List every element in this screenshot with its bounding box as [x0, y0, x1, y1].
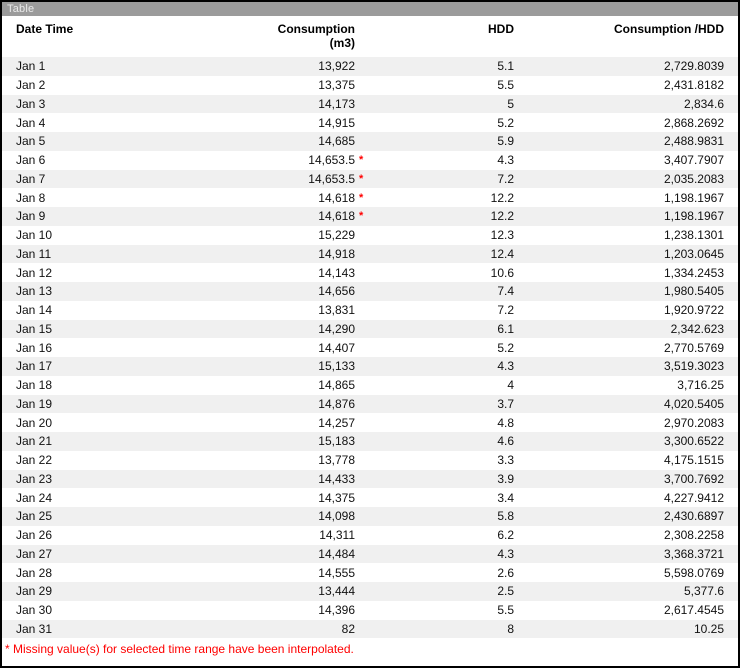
cell-date: Jan 2: [2, 76, 252, 95]
cell-consumption: 14,407: [252, 338, 355, 357]
table-row: [2, 582, 738, 601]
cell-date: Jan 25: [2, 507, 252, 526]
cell-hdd: 4: [373, 376, 514, 395]
interpolated-marker: [355, 470, 373, 489]
cell-hdd: 5.2: [373, 338, 514, 357]
interpolated-marker: [355, 357, 373, 376]
table-row: [2, 470, 738, 489]
interpolated-marker: [355, 413, 373, 432]
cell-consumption: 14,396: [252, 601, 355, 620]
cell-consumption: 14,555: [252, 563, 355, 582]
cell-consumption-per-hdd: 5,598.0769: [514, 563, 738, 582]
table-row: [2, 413, 738, 432]
cell-consumption-per-hdd: 3,368.3721: [514, 545, 738, 564]
cell-consumption-per-hdd: 4,227.9412: [514, 488, 738, 507]
cell-date: Jan 9: [2, 207, 252, 226]
cell-hdd: 2.5: [373, 582, 514, 601]
table-row: [2, 113, 738, 132]
cell-date: Jan 21: [2, 432, 252, 451]
cell-hdd: 12.2: [373, 207, 514, 226]
table-header: [2, 16, 738, 57]
cell-consumption: 14,098: [252, 507, 355, 526]
interpolated-marker: [355, 95, 373, 114]
cell-consumption-per-hdd: 2,342.623: [514, 320, 738, 339]
cell-date: Jan 31: [2, 620, 252, 639]
cell-consumption-per-hdd: 2,035.2083: [514, 170, 738, 189]
table-row: [2, 282, 738, 301]
cell-date: Jan 29: [2, 582, 252, 601]
cell-hdd: 12.2: [373, 188, 514, 207]
cell-hdd: 4.3: [373, 545, 514, 564]
cell-date: Jan 19: [2, 395, 252, 414]
cell-consumption-per-hdd: 2,868.2692: [514, 113, 738, 132]
col-header-hdd: HDD: [373, 16, 514, 57]
cell-date: Jan 22: [2, 451, 252, 470]
cell-consumption: 14,653.5: [252, 170, 355, 189]
cell-consumption: 14,653.5: [252, 151, 355, 170]
interpolated-marker: [355, 432, 373, 451]
cell-date: Jan 26: [2, 526, 252, 545]
col-header-consumption-label: Consumption: [277, 22, 355, 36]
cell-consumption: 14,618: [252, 188, 355, 207]
cell-hdd: 4.8: [373, 413, 514, 432]
cell-hdd: 12.4: [373, 245, 514, 264]
col-header-marker-spacer: [355, 16, 373, 57]
consumption-table: [2, 16, 738, 638]
cell-hdd: 4.3: [373, 151, 514, 170]
interpolated-marker: [355, 282, 373, 301]
table-row: [2, 245, 738, 264]
table-body: [2, 57, 738, 638]
cell-date: Jan 13: [2, 282, 252, 301]
cell-hdd: 3.3: [373, 451, 514, 470]
cell-consumption-per-hdd: 2,617.4545: [514, 601, 738, 620]
cell-date: Jan 1: [2, 57, 252, 76]
table-row: [2, 563, 738, 582]
table-row: [2, 545, 738, 564]
cell-date: Jan 30: [2, 601, 252, 620]
table-row: [2, 151, 738, 170]
cell-consumption: 14,173: [252, 95, 355, 114]
cell-consumption: 13,444: [252, 582, 355, 601]
cell-consumption: 14,876: [252, 395, 355, 414]
cell-date: Jan 7: [2, 170, 252, 189]
interpolated-marker: [355, 76, 373, 95]
cell-hdd: 7.2: [373, 170, 514, 189]
cell-hdd: 7.4: [373, 282, 514, 301]
cell-hdd: 3.9: [373, 470, 514, 489]
cell-consumption: 14,618: [252, 207, 355, 226]
interpolation-footnote: * Missing value(s) for selected time range have been interpolated.: [5, 642, 354, 657]
cell-date: Jan 8: [2, 188, 252, 207]
cell-consumption-per-hdd: 3,716.25: [514, 376, 738, 395]
interpolated-marker: [355, 57, 373, 76]
cell-hdd: 5.8: [373, 507, 514, 526]
interpolated-marker: [355, 226, 373, 245]
interpolated-marker: *: [355, 188, 373, 207]
table-row: [2, 170, 738, 189]
cell-consumption: 14,143: [252, 263, 355, 282]
interpolated-marker: [355, 507, 373, 526]
cell-hdd: 8: [373, 620, 514, 639]
cell-hdd: 12.3: [373, 226, 514, 245]
cell-consumption: 14,290: [252, 320, 355, 339]
cell-date: Jan 14: [2, 301, 252, 320]
interpolated-marker: [355, 113, 373, 132]
cell-consumption: 13,831: [252, 301, 355, 320]
cell-consumption-per-hdd: 1,334.2453: [514, 263, 738, 282]
interpolated-marker: [355, 563, 373, 582]
interpolated-marker: [355, 338, 373, 357]
cell-date: Jan 12: [2, 263, 252, 282]
col-header-date-time: Date Time: [2, 16, 252, 57]
interpolated-marker: [355, 545, 373, 564]
table-row: [2, 620, 738, 639]
cell-hdd: 4.3: [373, 357, 514, 376]
cell-hdd: 5.9: [373, 132, 514, 151]
table-row: [2, 320, 738, 339]
col-header-consumption-per-hdd: Consumption /HDD: [514, 16, 738, 57]
cell-date: Jan 16: [2, 338, 252, 357]
interpolated-marker: *: [355, 151, 373, 170]
table-row: [2, 526, 738, 545]
interpolated-marker: [355, 245, 373, 264]
cell-hdd: 10.6: [373, 263, 514, 282]
cell-hdd: 5.5: [373, 601, 514, 620]
cell-consumption: 15,229: [252, 226, 355, 245]
cell-consumption: 14,918: [252, 245, 355, 264]
interpolated-marker: *: [355, 207, 373, 226]
cell-consumption: 13,778: [252, 451, 355, 470]
cell-hdd: 2.6: [373, 563, 514, 582]
table-row: [2, 226, 738, 245]
cell-consumption-per-hdd: 3,519.3023: [514, 357, 738, 376]
table-row: [2, 451, 738, 470]
cell-consumption-per-hdd: 1,198.1967: [514, 188, 738, 207]
cell-consumption-per-hdd: 2,834.6: [514, 95, 738, 114]
cell-date: Jan 27: [2, 545, 252, 564]
table-row: [2, 395, 738, 414]
cell-hdd: 7.2: [373, 301, 514, 320]
interpolated-marker: [355, 132, 373, 151]
cell-date: Jan 23: [2, 470, 252, 489]
table-row: [2, 488, 738, 507]
cell-consumption-per-hdd: 4,020.5405: [514, 395, 738, 414]
table-row: [2, 338, 738, 357]
cell-consumption-per-hdd: 1,920.9722: [514, 301, 738, 320]
table-row: [2, 432, 738, 451]
cell-consumption-per-hdd: 2,970.2083: [514, 413, 738, 432]
table-row: [2, 263, 738, 282]
cell-consumption-per-hdd: 2,770.5769: [514, 338, 738, 357]
cell-consumption: 14,433: [252, 470, 355, 489]
window-title: Table: [7, 3, 35, 15]
table-row: [2, 601, 738, 620]
table-row: [2, 207, 738, 226]
cell-consumption-per-hdd: 1,980.5405: [514, 282, 738, 301]
cell-consumption: 15,183: [252, 432, 355, 451]
cell-date: Jan 4: [2, 113, 252, 132]
interpolated-marker: *: [355, 170, 373, 189]
col-header-consumption: [252, 16, 355, 57]
cell-consumption-per-hdd: 2,308.2258: [514, 526, 738, 545]
cell-consumption-per-hdd: 3,300.6522: [514, 432, 738, 451]
cell-hdd: 6.2: [373, 526, 514, 545]
table-row: [2, 132, 738, 151]
cell-consumption: 14,685: [252, 132, 355, 151]
cell-consumption: 13,375: [252, 76, 355, 95]
cell-consumption-per-hdd: 3,700.7692: [514, 470, 738, 489]
cell-hdd: 5.5: [373, 76, 514, 95]
interpolated-marker: [355, 582, 373, 601]
cell-consumption: 14,257: [252, 413, 355, 432]
interpolated-marker: [355, 263, 373, 282]
cell-hdd: 4.6: [373, 432, 514, 451]
cell-consumption: 14,484: [252, 545, 355, 564]
cell-consumption: 14,375: [252, 488, 355, 507]
cell-consumption: 14,656: [252, 282, 355, 301]
interpolated-marker: [355, 395, 373, 414]
window-titlebar: [2, 2, 738, 16]
cell-hdd: 5.1: [373, 57, 514, 76]
cell-hdd: 3.7: [373, 395, 514, 414]
cell-consumption: 14,915: [252, 113, 355, 132]
table-row: [2, 188, 738, 207]
table-row: [2, 376, 738, 395]
cell-hdd: 5: [373, 95, 514, 114]
interpolated-marker: [355, 488, 373, 507]
cell-date: Jan 18: [2, 376, 252, 395]
cell-hdd: 6.1: [373, 320, 514, 339]
cell-consumption-per-hdd: 10.25: [514, 620, 738, 639]
cell-consumption: 14,865: [252, 376, 355, 395]
table-row: [2, 95, 738, 114]
cell-consumption-per-hdd: 1,238.1301: [514, 226, 738, 245]
cell-date: Jan 17: [2, 357, 252, 376]
cell-date: Jan 10: [2, 226, 252, 245]
cell-consumption: 15,133: [252, 357, 355, 376]
cell-hdd: 3.4: [373, 488, 514, 507]
interpolated-marker: [355, 451, 373, 470]
cell-consumption: 82: [252, 620, 355, 639]
cell-consumption-per-hdd: 3,407.7907: [514, 151, 738, 170]
interpolated-marker: [355, 320, 373, 339]
interpolated-marker: [355, 301, 373, 320]
cell-consumption-per-hdd: 5,377.6: [514, 582, 738, 601]
cell-hdd: 5.2: [373, 113, 514, 132]
cell-date: Jan 28: [2, 563, 252, 582]
cell-date: Jan 6: [2, 151, 252, 170]
cell-consumption-per-hdd: 2,488.9831: [514, 132, 738, 151]
cell-consumption: 13,922: [252, 57, 355, 76]
cell-date: Jan 20: [2, 413, 252, 432]
col-header-consumption-unit: (m3): [329, 36, 355, 50]
interpolated-marker: [355, 376, 373, 395]
cell-consumption-per-hdd: 2,431.8182: [514, 76, 738, 95]
cell-consumption-per-hdd: 2,430.6897: [514, 507, 738, 526]
table-row: [2, 76, 738, 95]
table-row: [2, 57, 738, 76]
cell-date: Jan 3: [2, 95, 252, 114]
cell-consumption: 14,311: [252, 526, 355, 545]
interpolated-marker: [355, 526, 373, 545]
cell-date: Jan 15: [2, 320, 252, 339]
cell-date: Jan 5: [2, 132, 252, 151]
cell-consumption-per-hdd: 4,175.1515: [514, 451, 738, 470]
cell-consumption-per-hdd: 1,198.1967: [514, 207, 738, 226]
interpolated-marker: [355, 601, 373, 620]
table-row: [2, 357, 738, 376]
table-row: [2, 507, 738, 526]
interpolated-marker: [355, 620, 373, 639]
table-row: [2, 301, 738, 320]
cell-consumption-per-hdd: 1,203.0645: [514, 245, 738, 264]
cell-date: Jan 11: [2, 245, 252, 264]
cell-date: Jan 24: [2, 488, 252, 507]
cell-consumption-per-hdd: 2,729.8039: [514, 57, 738, 76]
